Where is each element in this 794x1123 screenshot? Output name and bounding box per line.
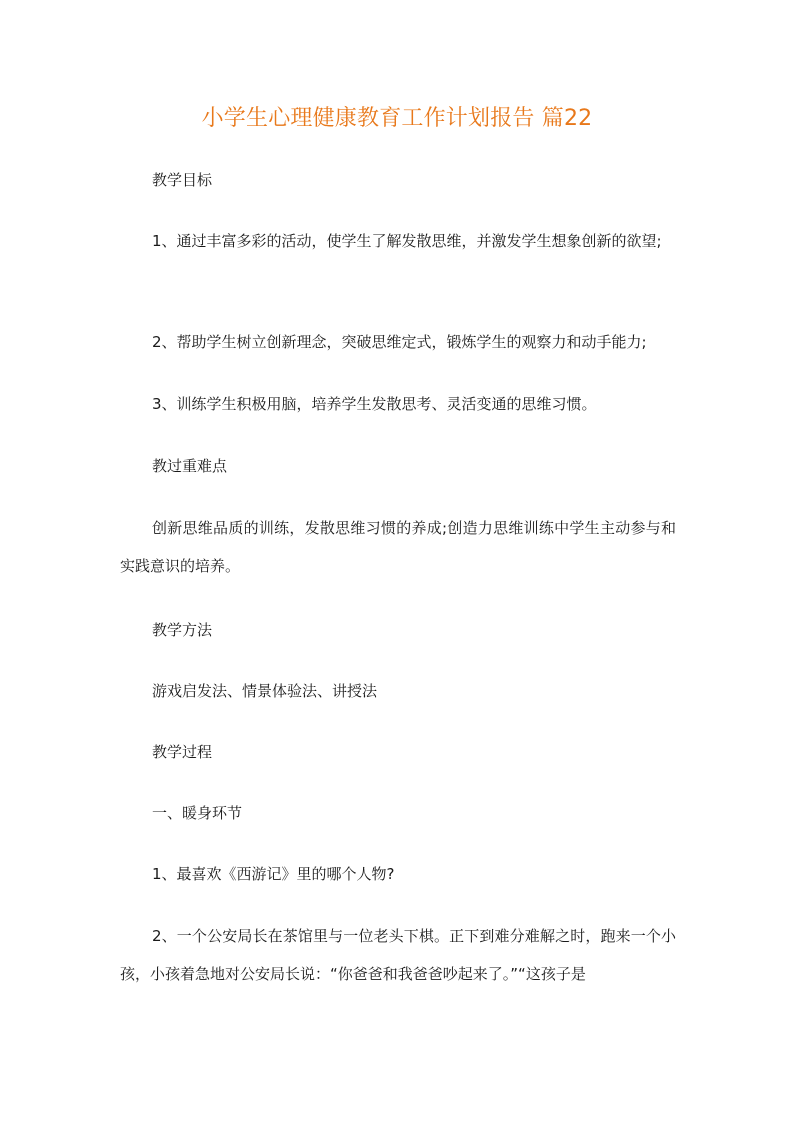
goal-item-1: 1、通过丰富多彩的活动，使学生了解发散思维，并激发学生想象创新的欲望; bbox=[152, 232, 662, 250]
heading-teaching-process: 教学过程 bbox=[152, 743, 213, 761]
document-title: 小学生心理健康教育工作计划报告 篇22 bbox=[201, 106, 593, 131]
heading-teaching-methods: 教学方法 bbox=[152, 621, 213, 639]
teaching-methods-text: 游戏启发法、情景体验法、讲授法 bbox=[152, 682, 378, 700]
heading-key-points: 教过重难点 bbox=[152, 457, 228, 475]
goal-item-2: 2、帮助学生树立创新理念，突破思维定式，锻炼学生的观察力和动手能力; bbox=[152, 333, 647, 351]
goal-item-3: 3、训练学生积极用脑，培养学生发散思考、灵活变通的思维习惯。 bbox=[152, 395, 597, 413]
heading-teaching-goals: 教学目标 bbox=[152, 171, 213, 189]
key-points-text: 创新思维品质的训练，发散思维习惯的养成;创造力思维训练中学生主动参与和实践意识的培养。 bbox=[120, 519, 676, 575]
warmup-question-2: 2、一个公安局长在茶馆里与一位老头下棋。正下到难分难解之时，跑来一个小孩，小孩着急地对公安局长说：“你爸爸和我爸爸吵起来了。”“这孩子是 bbox=[120, 927, 676, 983]
section-warmup: 一、暖身环节 bbox=[152, 804, 243, 822]
warmup-question-1: 1、最喜欢《西游记》里的哪个人物? bbox=[152, 865, 395, 883]
